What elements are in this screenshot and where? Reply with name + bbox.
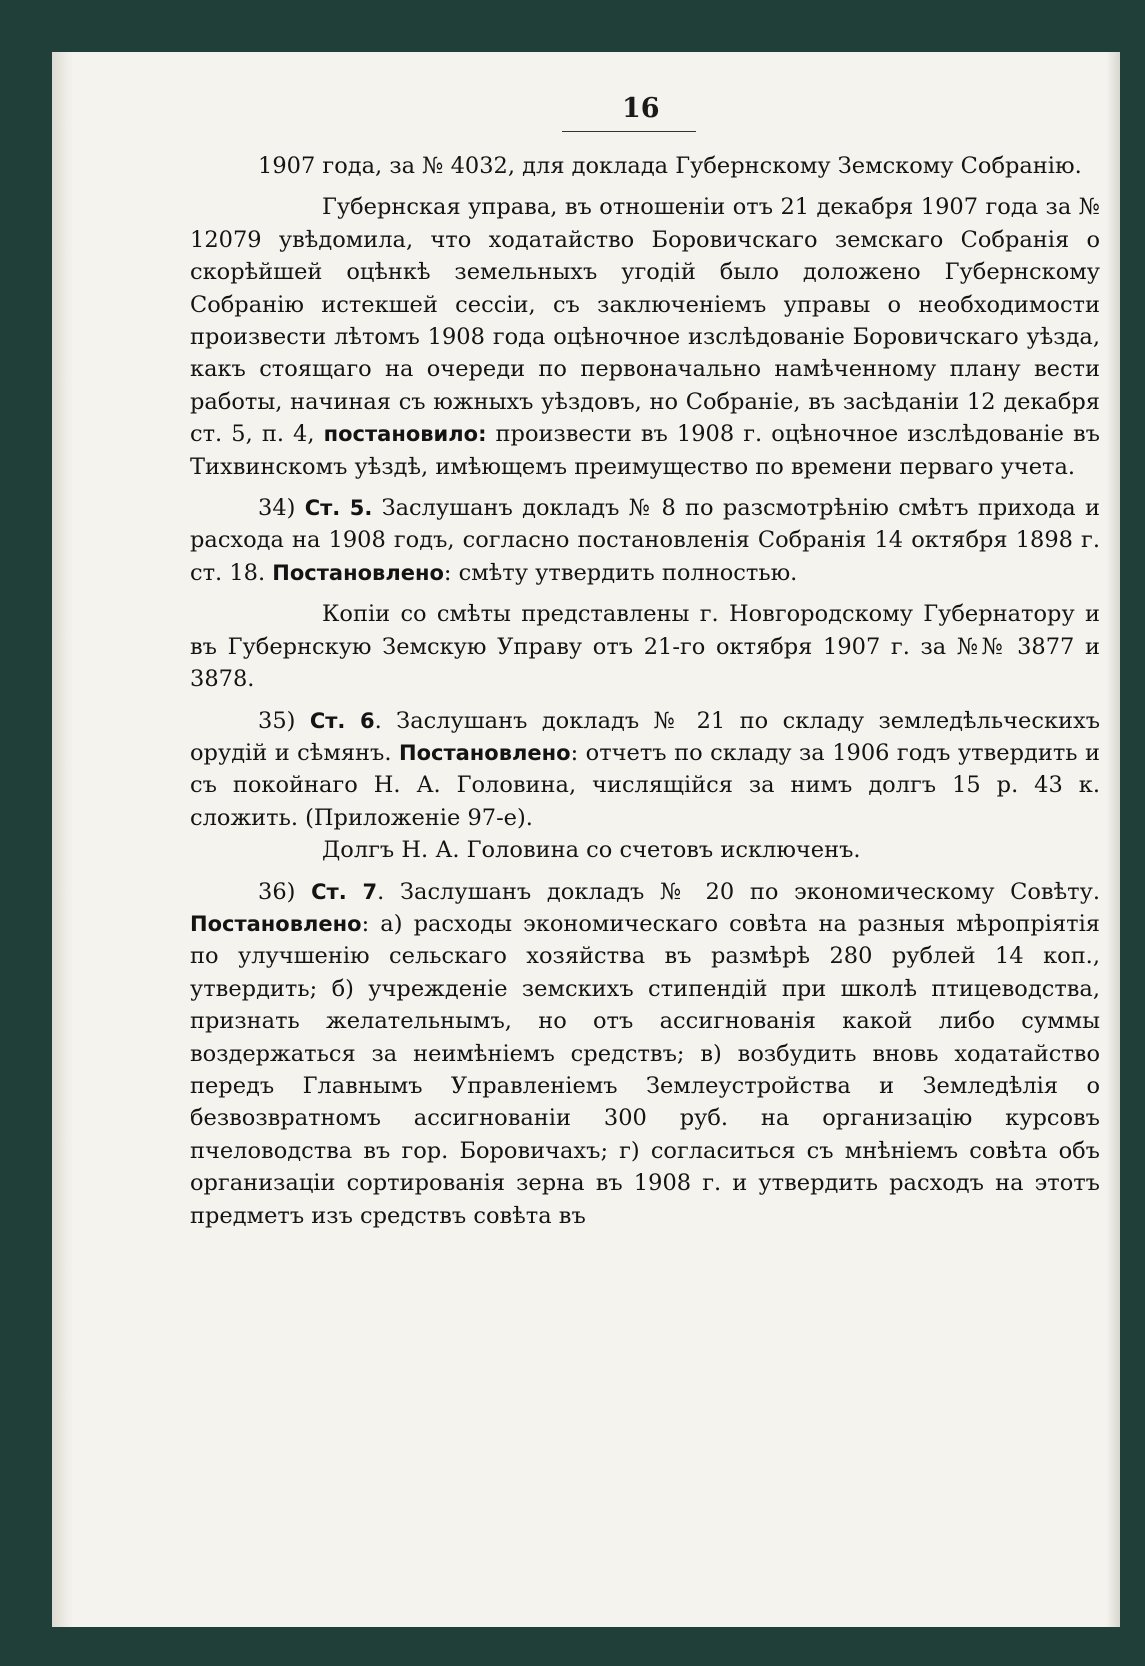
text-run: : смѣту утвердить полностью. bbox=[443, 559, 798, 586]
text-run: Копіи со смѣты представлены г. Новгородскому Губернатору и въ Губернскую Земскую Управу отъ 21-го октября 1907 г. за №№ 3877 и 3878. bbox=[190, 601, 1100, 693]
paragraph-debt bbox=[190, 834, 1100, 866]
text-run: Заслушанъ докладъ № 8 по разсмотрѣнію смѣтъ прихода и расхода на 1908 годъ, согласно постановленія Собранія 14 октября 1898 г. ст. 18. bbox=[190, 495, 1100, 586]
page-right-edge bbox=[1106, 52, 1120, 1627]
paragraph-item-36 bbox=[190, 876, 1100, 1232]
document-page bbox=[52, 52, 1120, 1627]
item-number: 34) bbox=[258, 495, 305, 522]
page-binding-edge bbox=[52, 52, 74, 1627]
text-run: произвести въ 1908 г. оцѣночное изслѣдованіе въ Тихвинскомъ уѣздѣ, имѣющемъ преимущество по времени перваго учета. bbox=[190, 421, 1100, 480]
text-run: 1907 года, за № 4032, для доклада Губернскому Земскому Собранію. bbox=[258, 153, 1082, 179]
body-text bbox=[190, 150, 1100, 1232]
item-number: 35) bbox=[258, 707, 310, 734]
item-number: 36) bbox=[258, 878, 312, 905]
article-heading: Ст. 7 bbox=[311, 879, 378, 904]
article-heading: Ст. 6 bbox=[309, 708, 375, 733]
paragraph-item-34 bbox=[190, 492, 1100, 589]
resolution-heading: постановило: bbox=[323, 422, 487, 447]
paragraph-continuation bbox=[190, 150, 1100, 182]
page-number-rule bbox=[562, 131, 696, 132]
text-run: Губернская управа, въ отношеніи отъ 21 декабря 1907 года за № 12079 увѣдомила, что ходатайство Боровичскаго земскаго Собранія о скорѣйшей оцѣнкѣ земельныхъ угодій было доложено Губернскому Собранію истекшей сессіи, съ заключеніемъ управы о необходимости произвести лѣтомъ 1908 года оцѣночное изслѣдованіе Боровичскаго уѣзда, какъ стоящаго на очереди по первоначально намѣченному плану вести работы, начиная съ южныхъ уѣздовъ, но Собраніе, въ засѣданіи 12 декабря ст. 5, п. 4, bbox=[190, 194, 1100, 448]
resolution-heading: Постановлено bbox=[399, 740, 571, 765]
text-run: : отчетъ по складу за 1906 годъ утвердить и съ покойнаго Н. А. Головина, числящійся за нимъ долгъ 15 р. 43 к. сложить. (Приложеніе 97-е). bbox=[190, 739, 1101, 831]
paragraph-copies bbox=[190, 598, 1100, 695]
article-heading: Ст. 5. bbox=[304, 496, 373, 521]
resolution-heading: Постановлено bbox=[272, 560, 444, 585]
text-run: : а) расходы экономическаго совѣта на разныя мѣропріятія по улучшенію сельскаго хозяйства въ размѣрѣ 280 рублей 14 коп., утвердить; б) учрежденіе земскихъ стипендій при школѣ птицеводства, признать желательнымъ, но отъ ассигнованія какой либо суммы воздержаться за неимѣніемъ средствъ; в) возбудить вновь ходатайство передъ Главнымъ Управленіемъ Землеустройства и Земледѣлія о безвозвратномъ ассигнованіи 300 руб. на организацію курсовъ пчеловодства въ гор. Боровичахъ; г) согласиться съ мнѣніемъ совѣта объ организаціи сортированія зерна въ 1908 г. и утвердить расходъ на этотъ предметъ изъ средствъ совѣта въ bbox=[190, 910, 1100, 1229]
paragraph-gubernskaya-uprava bbox=[190, 191, 1100, 483]
resolution-heading: Постановлено bbox=[190, 911, 362, 936]
text-run: Долгъ Н. А. Головина со счетовъ исключенъ. bbox=[322, 837, 861, 864]
paragraph-item-35 bbox=[190, 705, 1100, 835]
text-run: . Заслушанъ докладъ № 20 по экономическому Совѣту. bbox=[377, 878, 1100, 905]
page-number: 16 bbox=[622, 93, 660, 124]
text-run: . Заслушанъ докладъ № 21 по складу земледѣльческихъ орудій и сѣмянъ. bbox=[190, 707, 1101, 766]
